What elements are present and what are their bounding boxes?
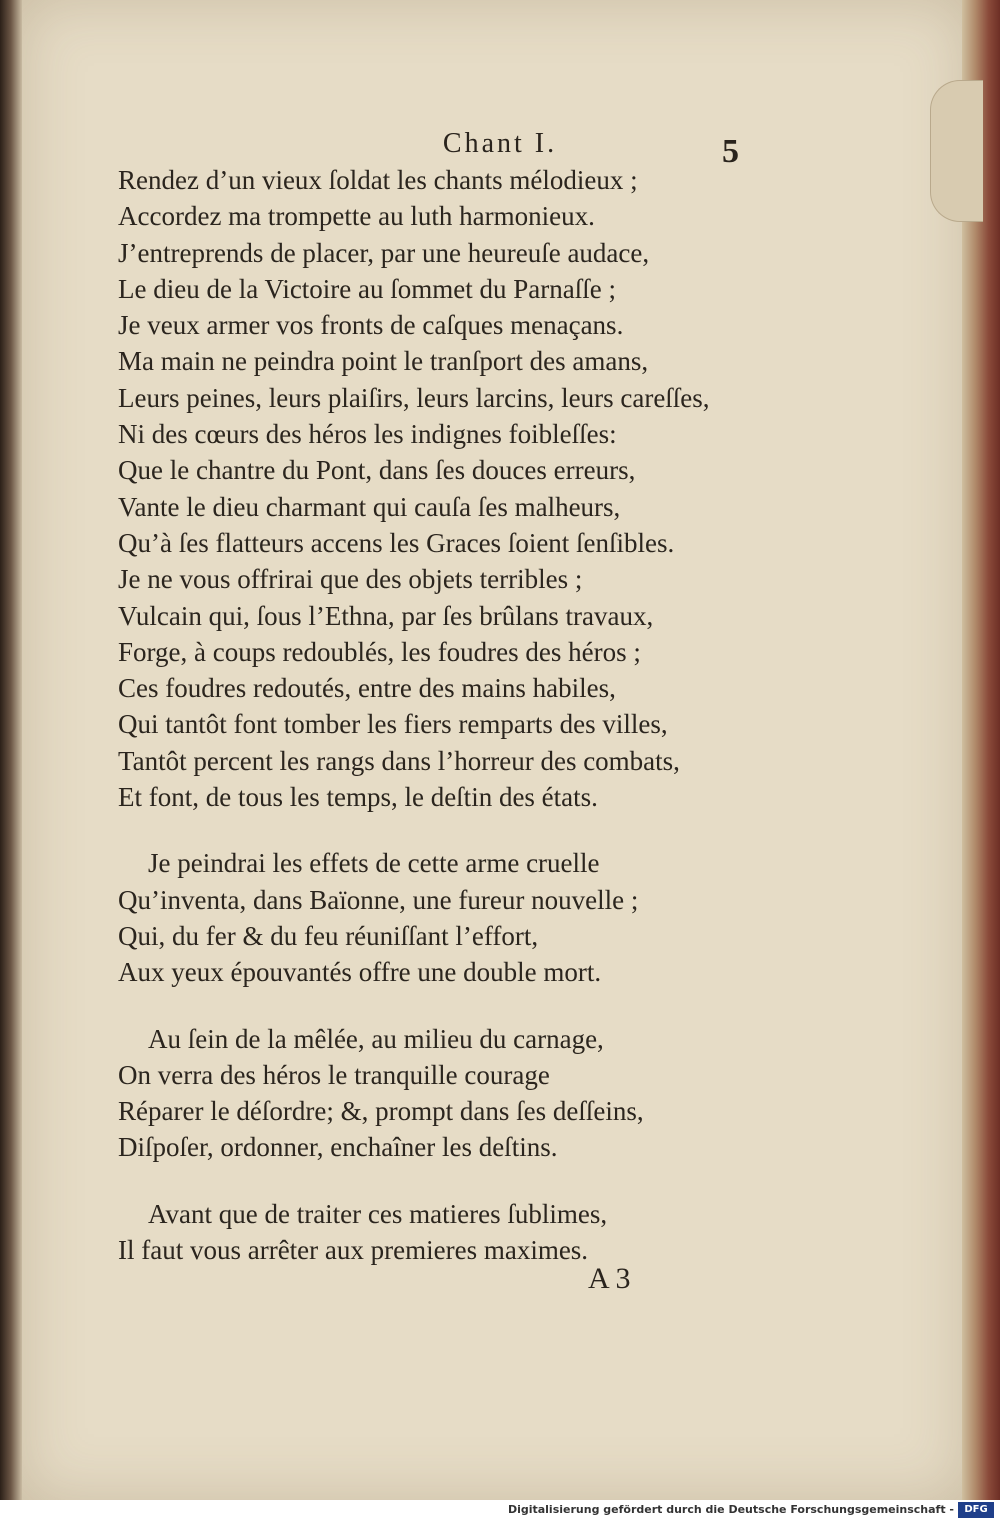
verse-line: Je ne vous offrirai que des objets terribles ; [118, 564, 583, 595]
verse-line: On verra des héros le tranquille courage [118, 1059, 550, 1090]
stanza-gap [118, 1166, 758, 1196]
verse-line: Et font, de tous les temps, le deſtin des états. [118, 782, 598, 813]
verse-line: Ces foudres redoutés, entre des mains habiles, [118, 673, 616, 704]
stanza [118, 845, 758, 990]
verse-line: Le dieu de la Victoire au ſommet du Parnaſſe ; [118, 273, 616, 304]
verse-line: J’entreprends de placer, par une heureuſe audace, [118, 237, 650, 268]
book-spine-edge [0, 0, 24, 1500]
verse-line: Qu’à ſes flatteurs accens les Graces ſoient ſenſibles. [118, 527, 675, 558]
verse-line: Réparer le déſordre; &, prompt dans ſes deſſeins, [118, 1096, 644, 1127]
verse-line: Qu’inventa, dans Baïonne, une fureur nouvelle ; [118, 884, 639, 915]
verse-line: Accordez ma trompette au luth harmonieux. [118, 201, 595, 232]
verse-line: Au ſein de la mêlée, au milieu du carnage, [148, 1023, 604, 1054]
running-head: Chant I. [442, 128, 558, 159]
verse-line: Ma main ne peindra point le tranſport des amans, [118, 346, 649, 377]
page-number: 5 [722, 133, 739, 170]
digitization-footer [0, 1500, 1000, 1521]
dfg-logo-icon: DFG [958, 1502, 994, 1518]
stanza [118, 1021, 758, 1166]
verse-line: Que le chantre du Pont, dans ſes douces erreurs, [118, 455, 636, 486]
verse-line: Qui, du fer & du feu réuniſſant l’effort, [118, 920, 539, 951]
verse-line: Je peindrai les effets de cette arme cruelle [148, 848, 600, 879]
page-clip [930, 80, 983, 222]
stanza-gap [118, 815, 758, 845]
poem-text [118, 162, 758, 1268]
footer-credit: Digitalisierung gefördert durch die Deutsche Forschungsgemeinschaft - [507, 1503, 954, 1516]
stanza [118, 162, 758, 815]
stanza [118, 1196, 758, 1269]
verse-line: Diſpoſer, ordonner, enchaîner les deſtins. [118, 1132, 558, 1163]
verse-line: Leurs peines, leurs plaiſirs, leurs larcins, leurs careſſes, [118, 382, 710, 413]
stanza-gap [118, 991, 758, 1021]
verse-line: Il faut vous arrêter aux premieres maximes. [118, 1235, 589, 1266]
book-cover-edge [962, 0, 1000, 1500]
verse-line: Vante le dieu charmant qui cauſa ſes malheurs, [118, 491, 621, 522]
signature-mark: A 3 [588, 1262, 631, 1295]
verse-line: Avant que de traiter ces matieres ſublimes, [148, 1198, 608, 1229]
verse-line: Tantôt percent les rangs dans l’horreur des combats, [118, 745, 680, 776]
verse-line: Qui tantôt font tomber les fiers remparts des villes, [118, 709, 668, 740]
verse-line: Forge, à coups redoublés, les foudres des héros ; [118, 636, 641, 667]
verse-line: Aux yeux épouvantés offre une double mort. [118, 957, 602, 988]
verse-line: Vulcain qui, ſous l’Ethna, par ſes brûlans travaux, [118, 600, 654, 631]
verse-line: Rendez d’un vieux ſoldat les chants mélodieux ; [118, 165, 638, 195]
verse-line: Je veux armer vos fronts de caſques menaçans. [118, 310, 624, 341]
verse-line: Ni des cœurs des héros les indignes foibleſſes: [118, 419, 617, 450]
